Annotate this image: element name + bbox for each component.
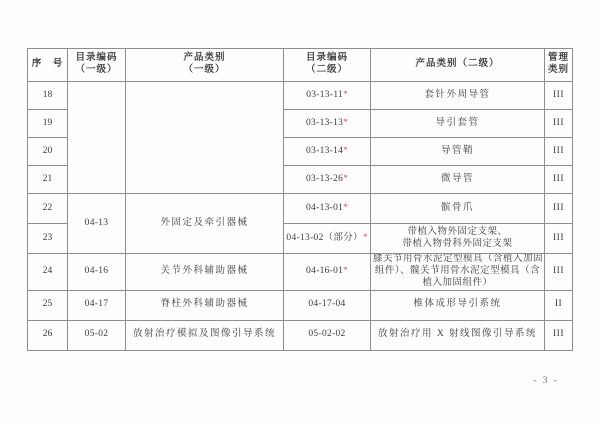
header-code2-line1: 目录编码 [305, 53, 348, 64]
table-row-18 [28, 82, 573, 110]
asterisk-mark: * [343, 89, 348, 100]
cell-code1: 04-16 [68, 254, 126, 291]
cell-code1: 04-17 [68, 290, 126, 320]
code-value: 03-13-14 [306, 145, 344, 156]
cell-serial: 26 [28, 320, 68, 350]
table-row-25 [28, 290, 573, 320]
cell-cat2 [371, 224, 545, 254]
cell-mgmt: III [545, 166, 573, 194]
cell-mgmt: III [545, 110, 573, 138]
header-code-level1 [68, 49, 126, 82]
asterisk-mark: * [362, 232, 368, 243]
cell-code2 [284, 194, 371, 224]
classification-table [27, 48, 573, 351]
cell-cat2: 套针外周导管 [371, 82, 545, 110]
cell-mgmt: III [545, 138, 573, 166]
asterisk-mark: * [343, 265, 348, 276]
cell-code2 [284, 110, 371, 138]
cell-mgmt: III [545, 194, 573, 224]
cell-code2 [284, 82, 371, 110]
cell-cat1: 放射治疗模拟及图像引导系统 [126, 320, 284, 350]
header-category-level2 [371, 49, 545, 82]
cell-code2 [284, 254, 371, 291]
asterisk-mark: * [343, 117, 348, 128]
cell-cat1: 外固定及牵引器械 [126, 194, 284, 254]
cell-code1-empty [68, 82, 126, 194]
header-mgmt-line1: 管理 [547, 53, 569, 64]
cell-cat1: 脊柱外科辅助器械 [126, 290, 284, 320]
cell-serial: 23 [28, 224, 68, 254]
asterisk-mark: * [343, 145, 348, 156]
cell-serial: 24 [28, 254, 68, 291]
cell-cat2 [371, 254, 545, 291]
header-serial [28, 49, 68, 82]
header-management-class [545, 49, 573, 82]
cell-code2 [284, 224, 371, 254]
code-value: 04-13-01 [306, 202, 344, 213]
code-value: 03-13-26 [306, 173, 344, 184]
cell-mgmt: III [545, 320, 573, 350]
asterisk-mark: * [343, 173, 348, 184]
cell-code2 [284, 166, 371, 194]
cell-serial: 21 [28, 166, 68, 194]
cell-mgmt: II [545, 290, 573, 320]
table-row-24 [28, 254, 573, 291]
header-code1-line2: （一级） [75, 65, 118, 75]
cat2-line: 植入加固组件） [422, 277, 493, 288]
cell-serial: 19 [28, 110, 68, 138]
header-code1-line1: 目录编码 [75, 53, 118, 64]
cell-cat2: 微导管 [371, 166, 545, 194]
header-serial-label: 序 号 [31, 59, 64, 70]
cell-mgmt: III [545, 82, 573, 110]
cell-cat1: 关节外科辅助器械 [126, 254, 284, 291]
cell-serial: 20 [28, 138, 68, 166]
cell-cat2: 椎体成形导引系统 [371, 290, 545, 320]
cell-cat2: 导引套管 [371, 110, 545, 138]
cell-cat2: 髌骨爪 [371, 194, 545, 224]
cell-serial: 22 [28, 194, 68, 224]
cat2-line: 带植入物骨科外固定支架 [402, 238, 513, 249]
cell-code2 [284, 320, 371, 350]
code-value: 04-17-04 [308, 299, 346, 310]
header-cat1-line2: （一级） [183, 65, 226, 75]
code-value: 03-13-11 [306, 89, 344, 100]
cell-code1: 05-02 [68, 320, 126, 350]
header-cat2-label: 产品类别（二级） [415, 59, 500, 70]
header-code2-line2: （二级） [305, 65, 348, 75]
cell-mgmt: III [545, 224, 573, 254]
header-category-level1 [126, 49, 284, 82]
cell-code2 [284, 138, 371, 166]
cell-cat2: 放射治疗用 X 射线图像引导系统 [371, 320, 545, 350]
cell-mgmt: III [545, 254, 573, 291]
table-row-26 [28, 320, 573, 350]
cat2-line: 组件）、髋关节用骨水泥定型模具（含 [374, 265, 541, 276]
code-value: 05-02-02 [308, 329, 346, 340]
header-code-level2 [284, 49, 371, 82]
page-number: - 3 - [533, 376, 559, 386]
cell-serial: 18 [28, 82, 68, 110]
cell-serial: 25 [28, 290, 68, 320]
cat2-line: 带植入物外固定支架、 [407, 226, 508, 237]
header-mgmt-line2: 类别 [547, 65, 569, 75]
header-cat1-line1: 产品类别 [183, 53, 226, 64]
cell-cat1-empty [126, 82, 284, 194]
table-row-22 [28, 194, 573, 224]
cell-cat2: 导管鞘 [371, 138, 545, 166]
code-value: 04-13-02（部分） [286, 232, 363, 243]
code-value: 03-13-13 [306, 117, 344, 128]
cell-code2 [284, 290, 371, 320]
cat2-line: 膝关节用骨水泥定型模具（含植入加固 [373, 254, 544, 264]
header-row [28, 49, 573, 82]
cell-code1: 04-13 [68, 194, 126, 254]
asterisk-mark: * [343, 202, 348, 213]
code-value: 04-16-01 [306, 265, 344, 276]
